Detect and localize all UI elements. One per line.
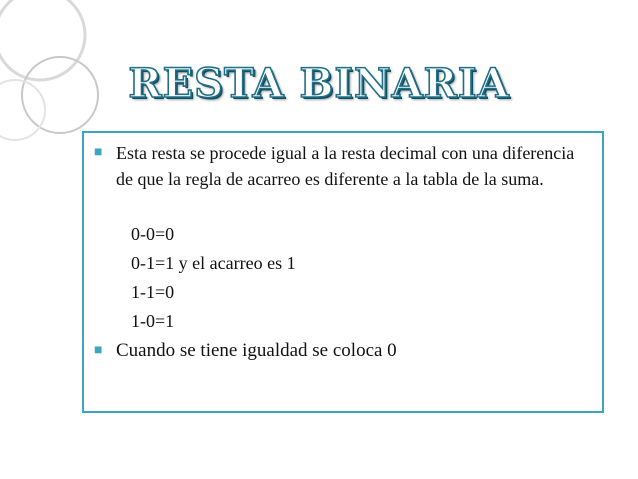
content-body [84,140,584,364]
slide-title: RESTA BINARIA [128,60,510,107]
equation-item: 1-1=0 [131,282,175,302]
bullet-item [84,338,584,364]
equation-item: 1-0=1 [131,311,175,331]
bullet-text: Cuando se tiene igualdad se coloca 0 [116,340,397,361]
bullet-marker-icon: ■ [94,145,103,160]
equation-item: 0-0=0 [131,224,175,244]
equation-list [131,220,584,336]
bullet-marker-icon: ■ [94,343,103,358]
bullet-text: Esta resta se procede igual a la resta decimal con una diferencia de que la regla de acarreo es diferente a la tabla de la suma. [116,143,575,189]
bullet-item [84,140,584,192]
equation-item: 0-1=1 y el acarreo es 1 [131,253,296,273]
